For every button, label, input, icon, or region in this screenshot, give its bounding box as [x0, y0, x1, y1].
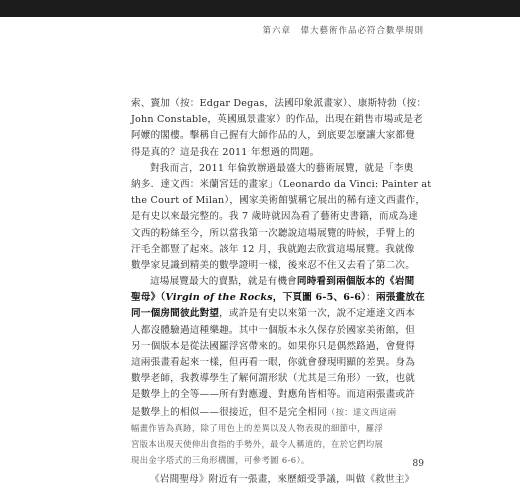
editor-note-line: 宮版本出現天使伸出食指的手勢外，最令人稱道的，在於它們均展	[131, 438, 384, 449]
bold-text: ，下頁圖 6-5、6-6）	[272, 292, 367, 304]
text-line	[131, 274, 419, 290]
page-number: 89	[412, 459, 424, 469]
text-line: 對我而言，2011 年倫敦辦過最盛大的藝術展覽，就是「李奧	[150, 162, 414, 174]
text-line: 另一個版本是從法國羅浮宮帶來的。如果你只是偶然路過，會覺得	[131, 340, 416, 352]
bold-text: 兩張畫放在	[375, 292, 425, 304]
text-line: 《岩間聖母》附近有一張畫，來歷頗受爭議，叫做《救世主》	[150, 474, 415, 486]
text-segment: 是數學上的相似——很接近，但不是完全相同	[131, 406, 327, 418]
text-line: 索、竇加（按：Edgar Degas，法國印象派畫家）、康斯特勃（按：	[131, 98, 427, 109]
text-line	[131, 306, 419, 322]
artwork-english-title: Virgin of the Rocks	[165, 292, 273, 304]
body-text	[131, 96, 432, 489]
text-line: 納多．達文西：米蘭宮廷的畫家」（Leonardo da Vinci: Painter at	[131, 178, 432, 190]
editor-note-line: 幅畫作皆為真跡，除了用色上的差異以及人物表現的細節中，羅浮	[131, 422, 384, 433]
text-line: 人都沒體驗過這種樂趣。其中一個版本永久保存於國家美術館，但	[131, 324, 416, 336]
bold-text: 同一個房間彼此對望	[131, 308, 220, 320]
text-line: 是數學上的全等——所有對應邊、對應角皆相等。而這兩張畫或許	[131, 389, 416, 401]
text-segment: ：	[366, 292, 376, 304]
text-line	[131, 290, 425, 306]
editor-note: （按：達文西這兩	[326, 406, 397, 417]
text-line: 汗毛全都豎了起來。該年 12 月，我就跑去欣賞這場展覽。我就像	[131, 243, 415, 255]
text-line: 是有史以來最完整的。我 7 歲時就因為看了藝術史書籍，而成為達	[131, 211, 419, 223]
text-line: 數學家見識到精美的數學證明一樣，後來忍不住又去看了第二次。	[131, 259, 416, 271]
text-line: 數學老師，我教導學生了解何謂形狀（尤其是三角形）一致，也就	[131, 373, 416, 385]
text-line: 這兩張畫看起來一樣，但再看一眼，你就會發現明顯的差異。身為	[131, 357, 416, 368]
text-line: John Constable，英國風景畫家）的作品，出現在銷售市場或是老	[131, 114, 423, 126]
bold-text: 同時看到兩個版本的《岩間	[296, 276, 415, 288]
text-line: 得是真的？這是我在 2011 年想過的問題。	[131, 146, 320, 158]
text-line: 文西的粉絲至今，所以當我第一次聽說這場展覽的時候，手臂上的	[131, 227, 416, 239]
text-segment: 這場展覽最大的賣點，就是有機會	[150, 276, 297, 288]
editor-note-line: 現出金字塔式的三角形構圖，可參考圖 6-6）。	[131, 455, 310, 466]
header-band	[0, 0, 520, 17]
bold-text: 聖母》（	[131, 292, 166, 304]
text-line	[131, 404, 419, 420]
chapter-running-header: 第六章 偉大藝術作品必符合數學規則	[262, 26, 424, 36]
text-line: the Court of Milan），國家美術館號稱它展出的稀有達文西畫作，	[131, 195, 426, 207]
text-segment: ，或許是有史以來第一次，說不定連達文西本	[219, 308, 416, 320]
text-line: 阿嬤的閣樓。擊稱自己握有大師作品的人，到底要怎麼讓大家都覺	[131, 130, 416, 142]
